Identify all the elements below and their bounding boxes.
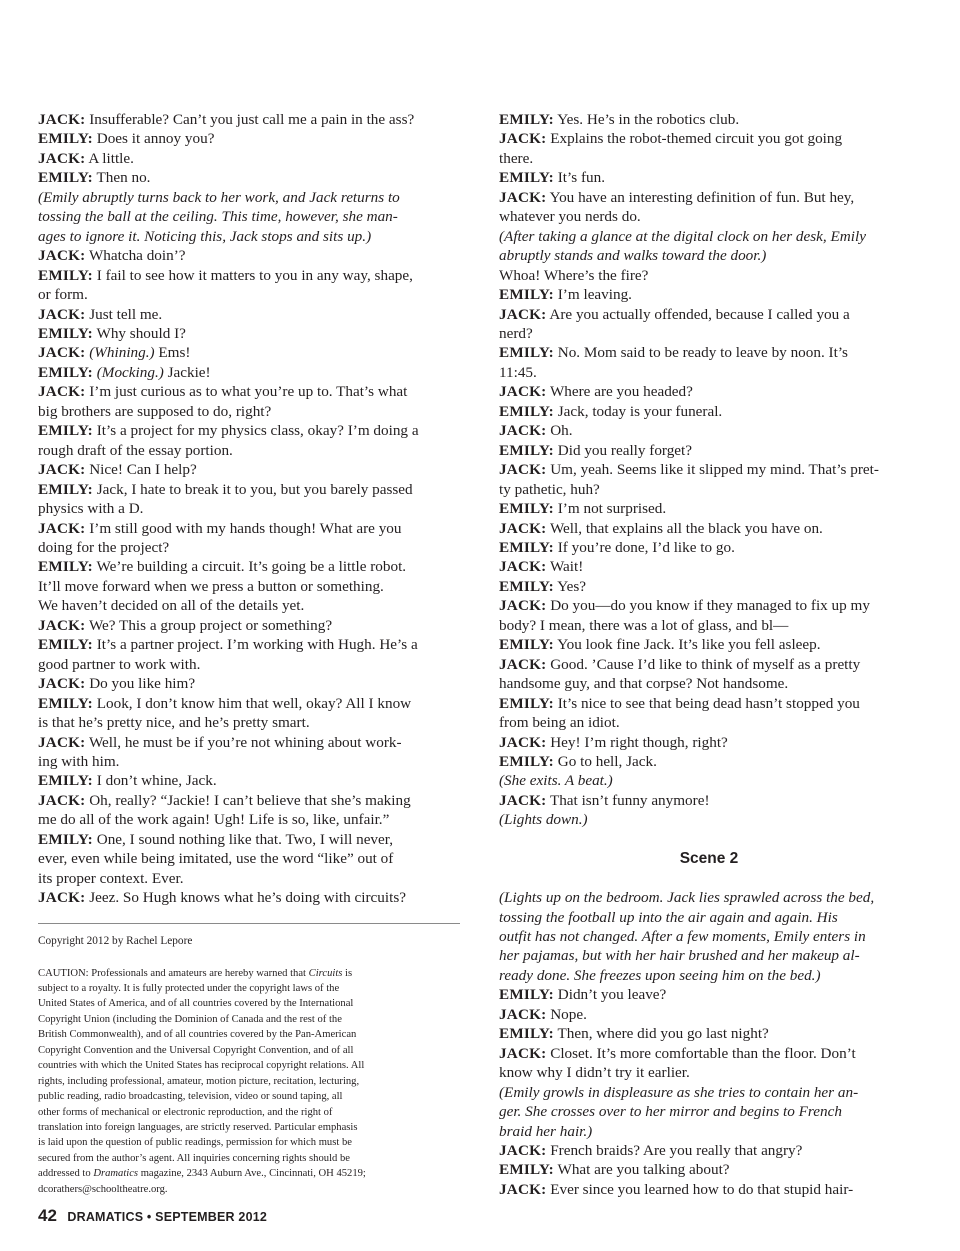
script-line (38, 655, 460, 674)
script-line (499, 246, 919, 265)
dialogue-text: Yes? (557, 577, 587, 595)
dialogue-text: That isn’t funny anymore! (549, 791, 710, 809)
caution-line (38, 1120, 460, 1135)
italic-title: Circuits (308, 967, 343, 979)
dialogue-text: from being an idiot. (499, 714, 620, 732)
speaker-name: EMILY: (499, 500, 554, 518)
stage-direction: ger. She crosses over to her mirror and begins to French (499, 1103, 842, 1121)
caution-text: CAUTION: Professionals and amateurs are hereby warned that (38, 967, 309, 979)
dialogue-text: We haven’t decided on all of the details yet. (38, 597, 305, 615)
script-line (38, 810, 460, 829)
speaker-name: JACK: (499, 1005, 547, 1023)
speaker-name: JACK: (499, 1141, 547, 1159)
script-line (499, 305, 919, 324)
speaker-name: EMILY: (38, 266, 93, 284)
dialogue-text: It’s fun. (557, 169, 605, 187)
caution-line (38, 1074, 460, 1089)
caution-line (38, 1135, 460, 1150)
script-line (499, 635, 919, 654)
caution-line (38, 1182, 460, 1197)
caution-text: addressed to (38, 1168, 94, 1180)
caution-line (38, 1105, 460, 1120)
speaker-name: EMILY: (38, 480, 93, 498)
script-line (499, 1160, 919, 1179)
script-line (38, 421, 460, 440)
script-line (499, 480, 919, 499)
speaker-name: EMILY: (499, 538, 554, 556)
script-line (38, 752, 460, 771)
caution-notice (38, 966, 460, 1198)
stage-direction: tossing the football up into the air again and again. His (499, 908, 838, 926)
dialogue-text: Jack, today is your funeral. (557, 402, 723, 420)
speaker-name: JACK: (38, 344, 86, 362)
caution-text: countries with which the United States has reciprocal copyright relations. All (38, 1060, 365, 1072)
script-line (499, 1122, 919, 1141)
speaker-name: EMILY: (38, 694, 93, 712)
dialogue-text: there. (499, 149, 534, 167)
dialogue-text: French braids? Are you really that angry? (550, 1141, 803, 1159)
script-line (38, 888, 460, 907)
script-line (499, 499, 919, 518)
script-line (38, 246, 460, 265)
script-line (499, 460, 919, 479)
script-line (499, 363, 919, 382)
script-line (38, 519, 460, 538)
speaker-name: JACK: (499, 655, 547, 673)
dialogue-text: Nope. (550, 1005, 587, 1023)
script-line (38, 713, 460, 732)
stage-direction: (Emily abruptly turns back to her work, and Jack returns to (38, 188, 400, 206)
speaker-name: JACK: (499, 558, 547, 576)
script-line (499, 207, 919, 226)
script-line (499, 285, 919, 304)
caution-text: translation into foreign languages, are strictly reserved. Particular emphasis (38, 1122, 358, 1134)
caution-line (38, 1166, 460, 1181)
dialogue-text: One, I sound nothing like that. Two, I will never, (96, 830, 394, 848)
script-line (38, 635, 460, 654)
dialogue-text: Does it annoy you? (96, 130, 215, 148)
script-line (499, 1083, 919, 1102)
script-line (38, 168, 460, 187)
script-line (499, 1063, 919, 1082)
dialogue-text: whatever you nerds do. (499, 208, 641, 226)
dialogue-text: Um, yeah. Seems like it slipped my mind. That’s pret- (550, 461, 879, 479)
left-column (38, 110, 460, 908)
speaker-name: JACK: (38, 247, 86, 265)
script-line (38, 227, 460, 246)
script-line (38, 382, 460, 401)
dialogue-text: We? This a group project or something? (88, 616, 333, 634)
caution-line (38, 1151, 460, 1166)
stage-direction: ready done. She freezes upon seeing him on the bed.) (499, 966, 821, 984)
caution-text: United States of America, and of all countries covered by the International (38, 998, 354, 1010)
script-line (499, 402, 919, 421)
stage-direction: (Lights up on the bedroom. Jack lies sprawled across the bed, (499, 889, 875, 907)
script-line (38, 305, 460, 324)
caution-line (38, 966, 460, 981)
dialogue-text: big brothers are supposed to do, right? (38, 402, 272, 420)
script-line (499, 441, 919, 460)
dialogue-text: Oh, really? “Jackie! I can’t believe that she’s making (89, 791, 411, 809)
dialogue-text: Insufferable? Can’t you just call me a pain in the ass? (89, 111, 415, 128)
dialogue-text: Then, where did you go last night? (557, 1025, 769, 1043)
speaker-name: JACK: (38, 675, 86, 693)
dialogue-text: Do you—do you know if they managed to fix up my (550, 597, 870, 615)
script-line (38, 207, 460, 226)
dialogue-text: handsome guy, and that corpse? Not handsome. (499, 675, 789, 693)
spacer (499, 869, 919, 888)
script-line (38, 363, 460, 382)
dialogue-text: Whatcha doin’? (88, 247, 186, 265)
speaker-name: JACK: (38, 149, 86, 167)
speaker-name: JACK: (499, 305, 547, 323)
speaker-name: JACK: (499, 383, 547, 401)
dialogue-text: body? I mean, there was a lot of glass, and bl— (499, 616, 789, 634)
speaker-name: EMILY: (499, 636, 554, 654)
script-line (38, 266, 460, 285)
stage-direction: her pajamas, but with her hair brushed and her makeup al- (499, 947, 860, 965)
script-line (38, 129, 460, 148)
page-number: 42 (38, 1206, 57, 1225)
speaker-name: JACK: (499, 1044, 547, 1062)
script-line (499, 674, 919, 693)
script-line (38, 596, 460, 615)
dialogue-text: Yes. He’s in the robotics club. (557, 111, 740, 128)
speaker-name: JACK: (499, 733, 547, 751)
stage-direction: braid her hair.) (499, 1122, 593, 1140)
script-line (499, 1005, 919, 1024)
speaker-name: JACK: (38, 111, 86, 128)
stage-direction: ages to ignore it. Noticing this, Jack stops and sits up.) (38, 227, 372, 245)
dialogue-text: good partner to work with. (38, 655, 201, 673)
dialogue-text: What are you talking about? (557, 1161, 730, 1179)
dialogue-text: Ever since you learned how to do that stupid hair- (550, 1180, 854, 1198)
speaker-name: JACK: (499, 188, 547, 206)
caution-text: Copyright Union (including the Dominion of Canada and the rest of the (38, 1013, 342, 1025)
script-line (499, 343, 919, 362)
dialogue-text: Jack, I hate to break it to you, but you barely passed (96, 480, 413, 498)
dialogue-text: Well, that explains all the black you have on. (549, 519, 823, 537)
stage-direction: abruptly stands and walks toward the door.) (499, 247, 767, 265)
dialogue-text: No. Mom said to be ready to leave by noon. It’s (557, 344, 848, 362)
right-column (499, 110, 919, 1199)
dialogue-text: Explains the robot-themed circuit you got going (550, 130, 843, 148)
script-line (499, 966, 919, 985)
script-line (38, 324, 460, 343)
stage-direction: (Mocking.) (96, 363, 164, 381)
script-line (38, 149, 460, 168)
caution-text: public reading, radio broadcasting, television, video or sound taping, all (38, 1091, 343, 1103)
dialogue-text: I don’t whine, Jack. (96, 772, 217, 790)
dialogue-text: is that he’s pretty nice, and he’s pretty smart. (38, 714, 310, 732)
script-line (38, 674, 460, 693)
script-line (499, 227, 919, 246)
script-line (499, 1102, 919, 1121)
dialogue-text: 11:45. (499, 363, 537, 381)
dialogue-text: It’s a partner project. I’m working with Hugh. He’s a (96, 636, 418, 654)
stage-direction: outfit has not changed. After a few moments, Emily enters in (499, 927, 866, 945)
scene-2-text (499, 888, 919, 1199)
caution-text: Copyright Convention and the Universal Copyright Convention, and of all (38, 1044, 354, 1056)
script-line (499, 985, 919, 1004)
magazine-issue: DRAMATICS • SEPTEMBER 2012 (67, 1210, 268, 1224)
dialogue-text: ever, even while being imitated, use the word “like” out of (38, 850, 394, 868)
script-line (38, 402, 460, 421)
script-line (38, 499, 460, 518)
speaker-name: EMILY: (499, 1161, 554, 1179)
dialogue-text: physics with a D. (38, 500, 144, 518)
script-line (499, 1180, 919, 1199)
caution-line (38, 996, 460, 1011)
speaker-name: EMILY: (38, 363, 93, 381)
speaker-name: EMILY: (38, 169, 93, 187)
script-line (38, 791, 460, 810)
scene-heading: Scene 2 (679, 850, 739, 868)
speaker-name: JACK: (38, 616, 86, 634)
speaker-name: JACK: (38, 791, 86, 809)
script-line (38, 441, 460, 460)
script-line (499, 382, 919, 401)
dialogue-text: It’s nice to see that being dead hasn’t stopped you (557, 694, 860, 712)
dialogue-text: Go to hell, Jack. (557, 752, 657, 770)
dialogue-text: Did you really forget? (557, 441, 693, 459)
caution-line (38, 1058, 460, 1073)
caution-line (38, 1043, 460, 1058)
speaker-name: EMILY: (38, 558, 93, 576)
dialogue-text: ty pathetic, huh? (499, 480, 600, 498)
dialogue-text: Nice! Can I help? (89, 461, 197, 479)
speaker-name: EMILY: (38, 422, 93, 440)
caution-text: subject to a royalty. It is fully protected under the copyright laws of the (38, 982, 340, 994)
speaker-name: JACK: (499, 791, 547, 809)
caution-text: is (342, 967, 353, 979)
dialogue-text: doing for the project? (38, 538, 170, 556)
dialogue-text: nerd? (499, 324, 533, 342)
stage-direction: (Lights down.) (499, 811, 588, 829)
dialogue-text: Hey! I’m right though, right? (550, 733, 728, 751)
script-line (499, 946, 919, 965)
stage-direction: (She exits. A beat.) (499, 772, 613, 790)
copyright-notice: Copyright 2012 by Rachel Lepore (38, 935, 193, 947)
script-line (499, 752, 919, 771)
script-line (38, 480, 460, 499)
speaker-name: EMILY: (38, 772, 93, 790)
speaker-name: JACK: (38, 733, 86, 751)
script-line (499, 927, 919, 946)
script-line (499, 1141, 919, 1160)
script-line (499, 149, 919, 168)
dialogue-text: Good. ’Cause I’d like to think of myself as a pretty (550, 655, 861, 673)
stage-direction: (Whining.) (89, 344, 155, 362)
speaker-name: EMILY: (499, 169, 554, 187)
script-line (499, 188, 919, 207)
speaker-name: EMILY: (499, 1025, 554, 1043)
script-line (38, 285, 460, 304)
speaker-name: JACK: (38, 519, 86, 537)
caution-text: British Commonwealth), and of all countries covered by the Pan-American (38, 1029, 357, 1041)
stage-direction: tossing the ball at the ceiling. This time, however, she man- (38, 208, 398, 226)
stage-direction: (After taking a glance at the digital clock on her desk, Emily (499, 227, 866, 245)
speaker-name: EMILY: (499, 441, 554, 459)
script-line (38, 188, 460, 207)
dialogue-text: Are you actually offended, because I called you a (549, 305, 850, 323)
caution-text: magazine, 2343 Auburn Ave., Cincinnati, OH 45219; (138, 1168, 366, 1180)
script-line (38, 869, 460, 888)
dialogue-text: Oh. (550, 422, 573, 440)
script-line (38, 771, 460, 790)
speaker-name: EMILY: (38, 130, 93, 148)
footnotes (38, 923, 460, 1197)
dialogue-text: Jeez. So Hugh knows what he’s doing with circuits? (89, 889, 406, 907)
dialogue-text: Wait! (549, 558, 584, 576)
script-line (499, 713, 919, 732)
speaker-name: JACK: (38, 305, 86, 323)
caution-text: other forms of mechanical or electronic reproduction, and the right of (38, 1106, 333, 1118)
dialogue-text: I’m just curious as to what you’re up to. That’s what (89, 383, 408, 401)
speaker-name: EMILY: (499, 986, 554, 1004)
script-line (499, 421, 919, 440)
dialogue-text: I’m still good with my hands though! What are you (89, 519, 402, 537)
dialogue-text: its proper context. Ever. (38, 869, 184, 887)
footnote-divider (38, 923, 460, 924)
speaker-name: JACK: (38, 889, 86, 907)
script-line (499, 110, 919, 129)
dialogue-text: We’re building a circuit. It’s going be a little robot. (96, 558, 407, 576)
script-line (499, 908, 919, 927)
script-line (499, 733, 919, 752)
page-footer (38, 1206, 267, 1226)
script-line (499, 791, 919, 810)
dialogue-text: It’s a project for my physics class, okay? I’m doing a (96, 422, 419, 440)
script-line (499, 771, 919, 790)
script-line (499, 557, 919, 576)
dialogue-text: rough draft of the essay portion. (38, 441, 233, 459)
dialogue-text: know why I didn’t try it earlier. (499, 1064, 690, 1082)
speaker-name: JACK: (38, 383, 86, 401)
caution-line (38, 1027, 460, 1042)
script-line (38, 694, 460, 713)
speaker-name: JACK: (499, 597, 547, 615)
script-line (38, 557, 460, 576)
caution-text: rights, including professional, amateur, motion picture, recitation, lecturing, (38, 1075, 360, 1087)
script-line (499, 1044, 919, 1063)
script-line (38, 110, 460, 129)
spacer (499, 830, 919, 849)
dialogue-text: or form. (38, 286, 88, 304)
script-line (499, 519, 919, 538)
script-line (499, 810, 919, 829)
dialogue-text: It’ll move forward when we press a button or something. (38, 577, 384, 595)
dialogue-text: Well, he must be if you’re not whining about work- (88, 733, 402, 751)
script-line (499, 129, 919, 148)
dialogue-text: Jackie! (167, 363, 211, 381)
caution-text: dcorathers@schooltheatre.org. (38, 1183, 168, 1195)
script-line (499, 694, 919, 713)
script-line (499, 1024, 919, 1043)
script-line (499, 655, 919, 674)
speaker-name: JACK: (499, 422, 547, 440)
speaker-name: JACK: (499, 519, 547, 537)
script-line (38, 830, 460, 849)
script-line (499, 616, 919, 635)
speaker-name: EMILY: (499, 286, 554, 304)
dialogue-text: Whoa! Where’s the fire? (499, 266, 649, 284)
script-line (38, 343, 460, 362)
stage-direction: (Emily growls in displeasure as she tries to contain her an- (499, 1083, 859, 1101)
dialogue-text: Just tell me. (89, 305, 163, 323)
speaker-name: EMILY: (38, 830, 93, 848)
speaker-name: JACK: (499, 1180, 547, 1198)
caution-text: secured from the author’s agent. All inquiries concerning rights should be (38, 1152, 350, 1164)
script-line (499, 888, 919, 907)
speaker-name: JACK: (499, 130, 547, 148)
dialogue-text: Then no. (96, 169, 151, 187)
dialogue-text: I’m leaving. (557, 286, 632, 304)
caution-line (38, 981, 460, 996)
dialogue-text: If you’re done, I’d like to go. (557, 538, 735, 556)
speaker-name: EMILY: (499, 577, 554, 595)
speaker-name: JACK: (38, 461, 86, 479)
dialogue-text: Where are you headed? (549, 383, 693, 401)
dialogue-text: You look fine Jack. It’s like you fell asleep. (557, 636, 821, 654)
dialogue-text: I fail to see how it matters to you in any way, shape, (96, 266, 413, 284)
speaker-name: EMILY: (499, 344, 554, 362)
italic-title: Dramatics (93, 1168, 139, 1180)
dialogue-text: Didn’t you leave? (557, 986, 667, 1004)
dialogue-text: Ems! (158, 344, 191, 362)
caution-text: is laid upon the question of public readings, permission for which must be (38, 1137, 352, 1149)
dialogue-text: Why should I? (96, 324, 186, 342)
speaker-name: EMILY: (38, 324, 93, 342)
script-line (499, 168, 919, 187)
dialogue-text: ing with him. (38, 752, 120, 770)
speaker-name: EMILY: (499, 752, 554, 770)
script-line (499, 538, 919, 557)
script-line (38, 538, 460, 557)
dialogue-text: Do you like him? (89, 675, 196, 693)
dialogue-text: You have an interesting definition of fun. But hey, (549, 188, 855, 206)
speaker-name: EMILY: (499, 694, 554, 712)
script-line (38, 577, 460, 596)
speaker-name: JACK: (499, 461, 547, 479)
dialogue-text: me do all of the work again! Ugh! Life is so, like, unfair.” (38, 811, 390, 829)
dialogue-text: Look, I don’t know him that well, okay? All I know (96, 694, 412, 712)
script-line (499, 596, 919, 615)
speaker-name: EMILY: (499, 402, 554, 420)
caution-line (38, 1012, 460, 1027)
script-line (499, 577, 919, 596)
dialogue-text: Closet. It’s more comfortable than the floor. Don’t (550, 1044, 856, 1062)
dialogue-text: I’m not surprised. (557, 500, 667, 518)
speaker-name: EMILY: (499, 111, 554, 128)
script-line (38, 460, 460, 479)
script-line (499, 266, 919, 285)
speaker-name: EMILY: (38, 636, 93, 654)
scene-1-continued (499, 110, 919, 830)
script-line (38, 616, 460, 635)
script-line (38, 733, 460, 752)
script-line (38, 849, 460, 868)
script-line (499, 324, 919, 343)
dialogue-text: A little. (88, 149, 134, 167)
caution-line (38, 1089, 460, 1104)
